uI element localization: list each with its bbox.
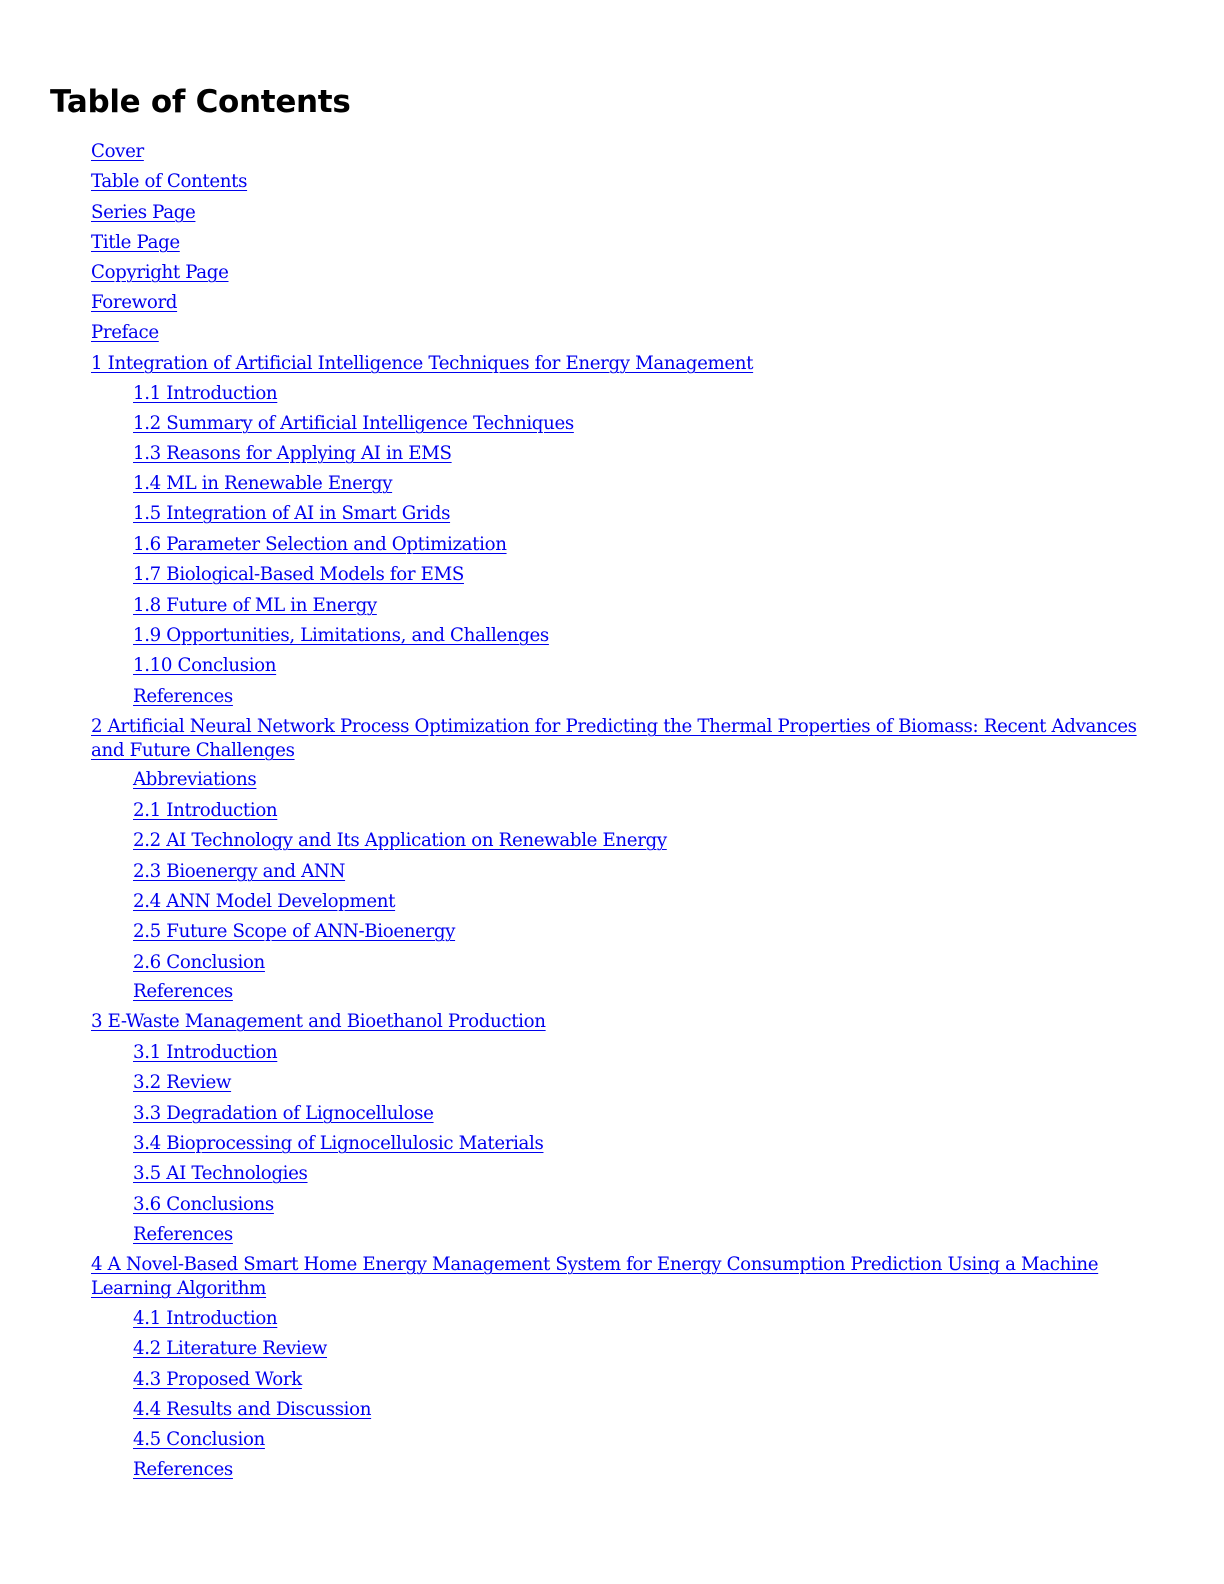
toc-link-section-1-5[interactable]: 1.5 Integration of AI in Smart Grids [133, 503, 451, 524]
toc-link-chapter-3[interactable]: 3 E-Waste Management and Bioethanol Production [91, 1011, 546, 1032]
toc-link-section-1-8[interactable]: 1.8 Future of ML in Energy [133, 595, 377, 616]
toc-link-section-1-10[interactable]: 1.10 Conclusion [133, 655, 277, 676]
toc-link-chapter-1[interactable]: 1 Integration of Artificial Intelligence Techniques for Energy Management [91, 353, 754, 374]
toc-link-section-2-2[interactable]: 2.2 AI Technology and Its Application on Renewable Energy [133, 830, 667, 851]
toc-link-section-1-7[interactable]: 1.7 Biological-Based Models for EMS [133, 564, 464, 585]
toc-link-section-1-3[interactable]: 1.3 Reasons for Applying AI in EMS [133, 443, 452, 464]
toc-link-preface[interactable]: Preface [91, 322, 159, 343]
toc-link-cover[interactable]: Cover [91, 141, 144, 162]
page-title: Table of Contents [50, 84, 351, 120]
toc-link-copyright-page[interactable]: Copyright Page [91, 262, 229, 283]
toc-link-section-4-3[interactable]: 4.3 Proposed Work [133, 1369, 302, 1390]
toc-link-section-1-6[interactable]: 1.6 Parameter Selection and Optimization [133, 534, 507, 555]
toc-link-table-of-contents[interactable]: Table of Contents [91, 171, 248, 192]
toc-link-section-3-6[interactable]: 3.6 Conclusions [133, 1194, 274, 1215]
toc-link-section-3-4[interactable]: 3.4 Bioprocessing of Lignocellulosic Materials [133, 1133, 544, 1154]
toc-link-chapter-2[interactable]: 2 Artificial Neural Network Process Optimization for Predicting the Thermal Properties of Biomass: Recent Advances and Future Challenges [91, 716, 1137, 761]
toc-link-references-ch4[interactable]: References [133, 1459, 233, 1480]
toc-link-references-ch2[interactable]: References [133, 981, 233, 1002]
toc-link-section-1-9[interactable]: 1.9 Opportunities, Limitations, and Challenges [133, 625, 549, 646]
toc-link-section-4-2[interactable]: 4.2 Literature Review [133, 1338, 328, 1359]
toc-link-references-ch3[interactable]: References [133, 1224, 233, 1245]
toc-link-section-3-1[interactable]: 3.1 Introduction [133, 1042, 278, 1063]
toc-link-section-1-1[interactable]: 1.1 Introduction [133, 383, 278, 404]
toc-link-section-3-5[interactable]: 3.5 AI Technologies [133, 1163, 308, 1184]
toc-link-section-1-4[interactable]: 1.4 ML in Renewable Energy [133, 473, 393, 494]
toc-link-section-2-3[interactable]: 2.3 Bioenergy and ANN [133, 861, 346, 882]
toc-link-section-1-2[interactable]: 1.2 Summary of Artificial Intelligence Techniques [133, 413, 574, 434]
toc-link-abbreviations-ch2[interactable]: Abbreviations [133, 769, 257, 790]
toc-link-series-page[interactable]: Series Page [91, 202, 196, 223]
toc-link-section-2-6[interactable]: 2.6 Conclusion [133, 952, 265, 973]
toc-link-section-2-1[interactable]: 2.1 Introduction [133, 800, 278, 821]
toc-link-references-ch1[interactable]: References [133, 686, 233, 707]
toc-link-section-3-3[interactable]: 3.3 Degradation of Lignocellulose [133, 1103, 434, 1124]
toc-link-section-4-4[interactable]: 4.4 Results and Discussion [133, 1399, 372, 1420]
toc-link-section-4-1[interactable]: 4.1 Introduction [133, 1308, 278, 1329]
toc-link-title-page[interactable]: Title Page [91, 232, 180, 253]
toc-link-section-2-4[interactable]: 2.4 ANN Model Development [133, 891, 396, 912]
toc-link-chapter-4[interactable]: 4 A Novel-Based Smart Home Energy Management System for Energy Consumption Prediction Using a Machine Learning Algorithm [91, 1254, 1099, 1299]
toc-link-section-4-5[interactable]: 4.5 Conclusion [133, 1429, 265, 1450]
toc-link-section-3-2[interactable]: 3.2 Review [133, 1072, 232, 1093]
toc-link-section-2-5[interactable]: 2.5 Future Scope of ANN-Bioenergy [133, 921, 456, 942]
toc-link-foreword[interactable]: Foreword [91, 292, 178, 313]
